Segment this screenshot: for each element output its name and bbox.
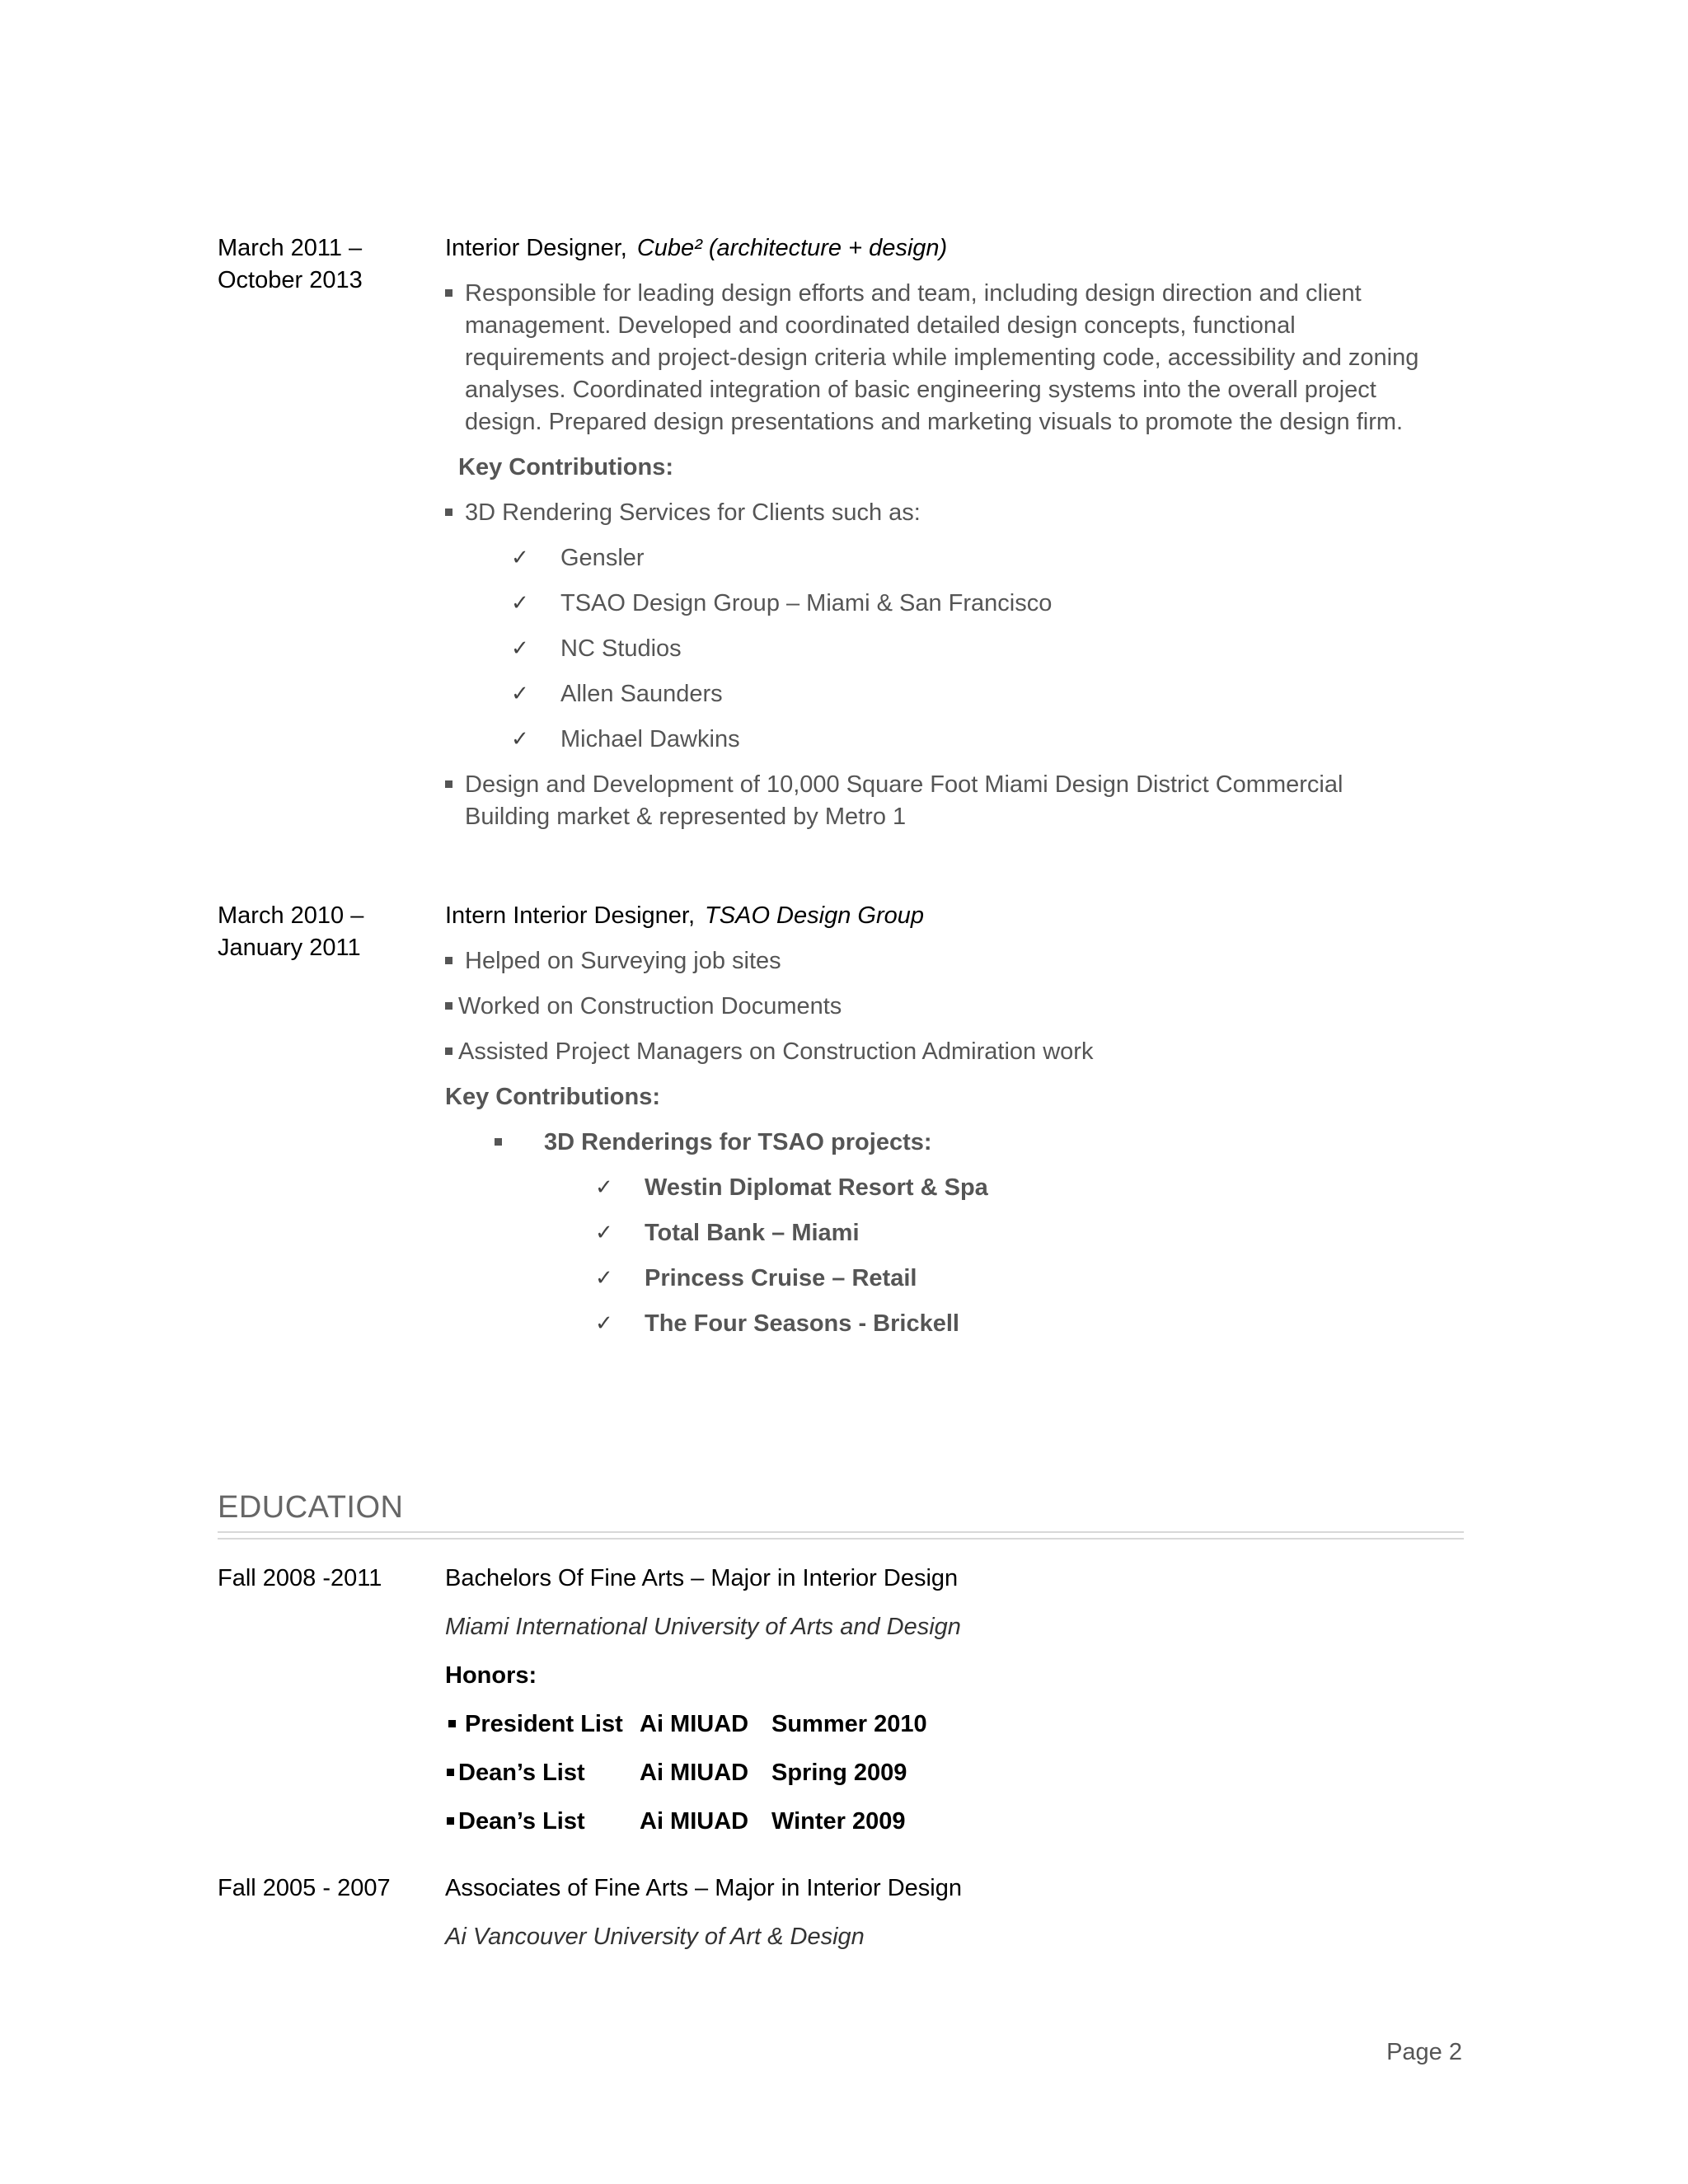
contribution-bullet	[445, 769, 1434, 833]
client-item	[511, 678, 1500, 710]
degree: Bachelors Of Fine Arts – Major in Interior Design	[445, 1565, 959, 1591]
experience-date	[218, 232, 432, 297]
checkmark-icon: ✓	[595, 1175, 613, 1200]
square-bullet-icon	[445, 289, 452, 297]
square-bullet-icon	[445, 509, 452, 516]
experience-content	[445, 900, 1434, 1353]
client-item	[511, 724, 1500, 756]
honor-org: Ai MIUAD	[640, 1711, 749, 1737]
square-bullet-icon	[445, 1002, 452, 1010]
honor-row	[445, 1757, 1434, 1789]
honor-org: Ai MIUAD	[640, 1808, 749, 1835]
client-item	[511, 542, 1500, 574]
education-content	[445, 1872, 1434, 1953]
checkmark-icon: ✓	[511, 546, 529, 570]
duty-bullet	[445, 945, 1434, 977]
client-item	[511, 588, 1500, 620]
honor-award: Dean’s List	[458, 1760, 585, 1786]
firm-name: Cube² (architecture + design)	[636, 235, 948, 261]
project-item	[595, 1308, 1584, 1340]
project-item	[595, 1172, 1584, 1204]
client-name: Michael Dawkins	[560, 726, 740, 752]
checkmark-icon: ✓	[511, 636, 529, 661]
honor-org: Ai MIUAD	[640, 1760, 749, 1786]
description-bullet	[445, 278, 1434, 438]
contribution-text: Design and Development of 10,000 Square Foot Miami Design District Commercial Building market & represented by Metro 1	[465, 771, 1343, 830]
honor-award: President List	[465, 1711, 623, 1737]
key-contributions-label: Key Contributions:	[458, 454, 673, 480]
square-bullet-icon	[495, 1138, 502, 1146]
degree: Associates of Fine Arts – Major in Interior Design	[445, 1875, 962, 1901]
client-name: TSAO Design Group – Miami & San Francisco	[560, 590, 1053, 616]
checkmark-icon: ✓	[511, 682, 529, 706]
contribution-bullet	[445, 497, 1434, 529]
experience-content	[445, 232, 1434, 846]
project-item	[595, 1263, 1584, 1295]
education-date: Fall 2008 -2011	[218, 1565, 382, 1591]
section-divider	[218, 1531, 1464, 1540]
sub-heading-bullet	[495, 1127, 1484, 1159]
square-bullet-icon	[448, 1720, 456, 1727]
project-name: The Four Seasons - Brickell	[645, 1310, 959, 1337]
honor-row	[445, 1708, 1434, 1741]
key-contributions-label: Key Contributions:	[445, 1084, 660, 1110]
job-description: Responsible for leading design efforts and team, including design direction and client management. Developed and coordinated detailed design concepts, functional requirements and project-design criteria while implementing code, accessibility and zoning analyses. Coordinated integration of basic engineering systems into the overall project design. Prepared design presentations and marketing visuals to promote the design firm.	[465, 280, 1419, 435]
honor-term: Spring 2009	[771, 1760, 907, 1786]
date-end: October 2013	[218, 267, 363, 293]
square-bullet-icon	[445, 1047, 452, 1055]
project-name: Total Bank – Miami	[645, 1220, 860, 1246]
honor-term: Summer 2010	[771, 1711, 927, 1737]
project-item	[595, 1217, 1584, 1249]
checkmark-icon: ✓	[595, 1221, 613, 1245]
honor-award: Dean’s List	[458, 1808, 585, 1835]
duty-bullet	[445, 991, 1434, 1023]
job-title-line	[445, 232, 1434, 265]
project-name: Princess Cruise – Retail	[645, 1265, 917, 1291]
square-bullet-icon	[445, 780, 452, 788]
education-date: Fall 2005 - 2007	[218, 1875, 391, 1901]
duty-text: Assisted Project Managers on Construction Admiration work	[458, 1038, 1094, 1065]
client-name: Allen Saunders	[560, 681, 723, 707]
date-start: March 2010 –	[218, 902, 364, 929]
firm-name: TSAO Design Group	[705, 902, 924, 929]
date-end: January 2011	[218, 935, 361, 961]
duty-text: Worked on Construction Documents	[458, 993, 842, 1019]
client-name: NC Studios	[560, 635, 682, 662]
project-list	[595, 1172, 1584, 1340]
duty-bullet	[445, 1036, 1434, 1068]
duty-text: Helped on Surveying job sites	[465, 948, 781, 974]
client-list	[511, 542, 1500, 756]
job-title: Interior Designer,	[445, 235, 627, 261]
client-name: Gensler	[560, 545, 645, 571]
honor-term: Winter 2009	[771, 1808, 906, 1835]
honors-label: Honors:	[445, 1662, 537, 1689]
checkmark-icon: ✓	[511, 591, 529, 616]
experience-date	[218, 900, 432, 964]
date-start: March 2011 –	[218, 235, 363, 261]
square-bullet-icon	[447, 1769, 454, 1776]
school-name: Miami International University of Arts and Design	[445, 1614, 961, 1640]
job-title: Intern Interior Designer,	[445, 902, 696, 929]
checkmark-icon: ✓	[511, 727, 529, 752]
sub-heading-text: 3D Renderings for TSAO projects:	[544, 1129, 932, 1155]
client-item	[511, 633, 1500, 665]
contribution-text: 3D Rendering Services for Clients such as:	[465, 499, 921, 526]
honor-row	[445, 1806, 1434, 1838]
square-bullet-icon	[447, 1817, 454, 1825]
page-number: Page 2	[1386, 2039, 1462, 2065]
checkmark-icon: ✓	[595, 1311, 613, 1336]
job-title-line	[445, 900, 1434, 932]
project-name: Westin Diplomat Resort & Spa	[645, 1174, 988, 1201]
school-name: Ai Vancouver University of Art & Design	[445, 1924, 865, 1950]
education-heading: EDUCATION	[218, 1490, 404, 1525]
square-bullet-icon	[445, 957, 452, 964]
checkmark-icon: ✓	[595, 1266, 613, 1291]
education-content	[445, 1563, 1434, 1854]
